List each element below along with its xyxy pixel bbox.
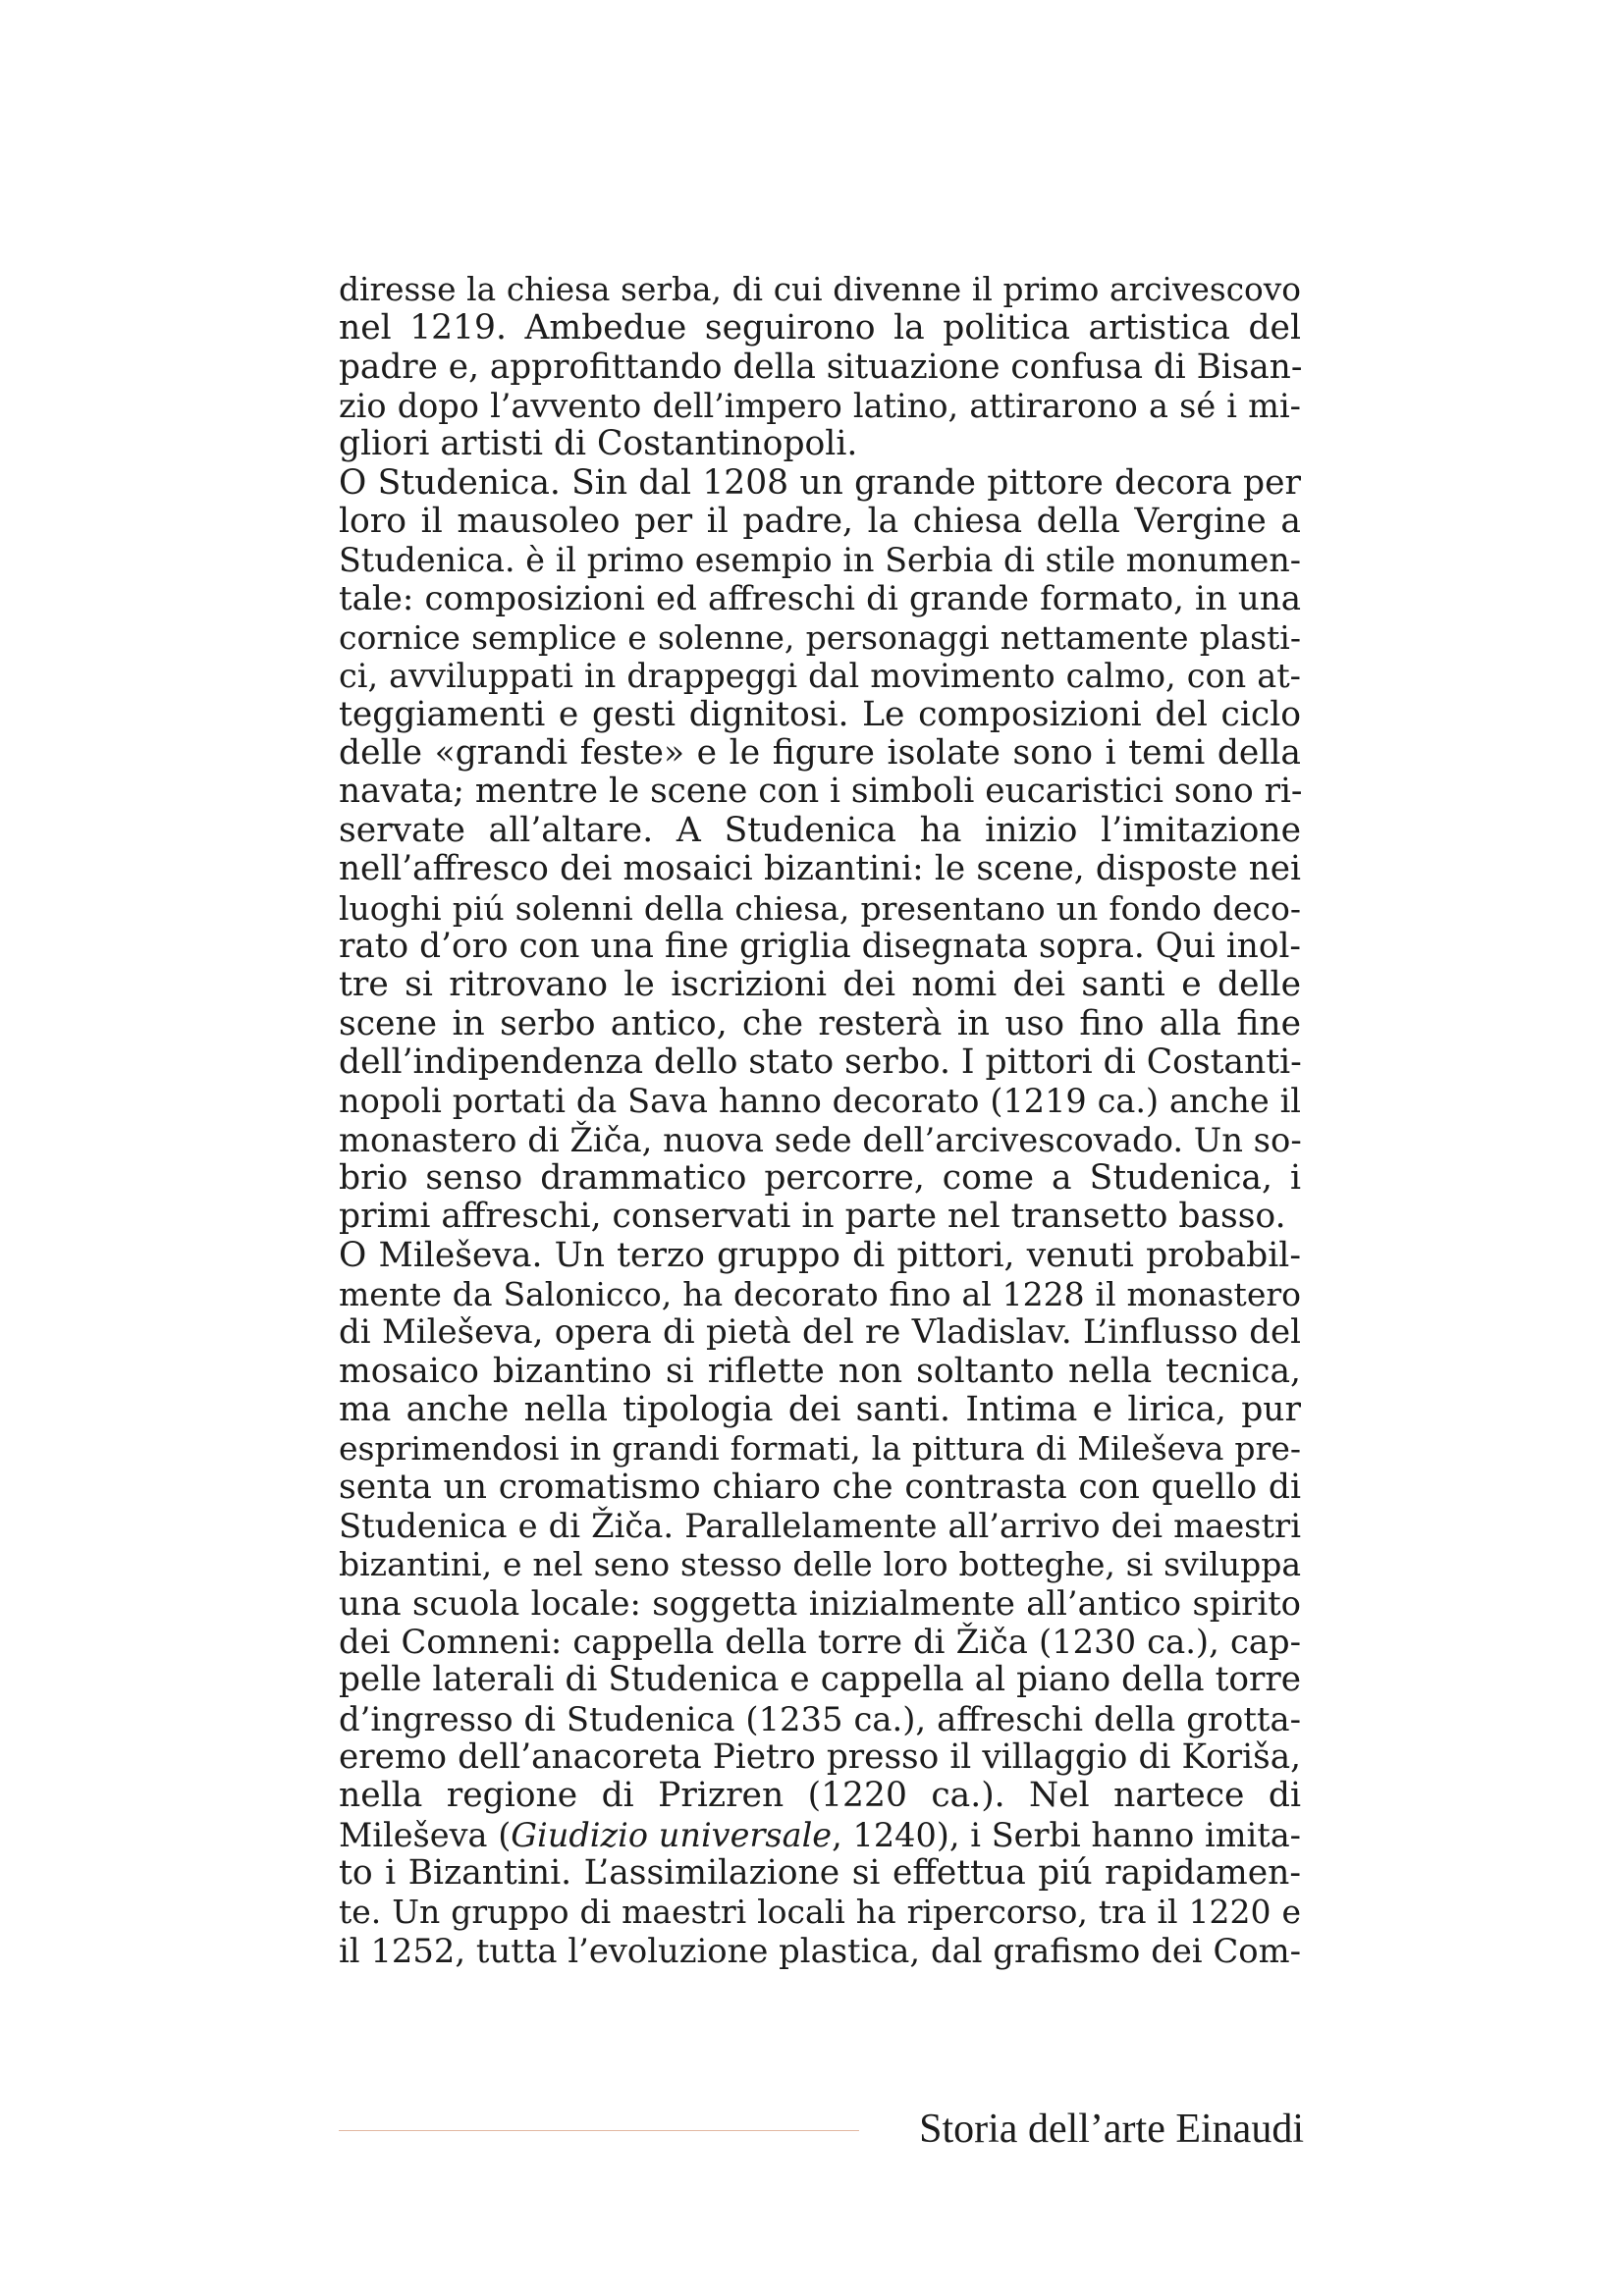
text-line: mente da Salonicco, ha decorato fino al 1228 il monastero [339,1274,1301,1313]
text-line: dei Comneni: cappella della torre di Žiča (1230 ca.), cap- [339,1623,1301,1662]
text-line: il 1252, tutta l’evoluzione plastica, dal grafismo dei Com- [339,1931,1301,1970]
text-line-segment: Mileševa ( [339,1815,512,1854]
text-line: O Studenica. Sin dal 1208 un grande pittore decora per [339,462,1301,503]
footer-rule [339,2130,859,2131]
text-line: pelle laterali di Studenica e cappella al piano della torre [339,1660,1301,1700]
text-line: di Mileševa, opera di pietà del re Vladislav. L’influsso del [339,1312,1301,1353]
text-line: ci, avviluppati in drappeggi dal movimento calmo, con at- [339,657,1301,696]
text-line: tale: composizioni ed affreschi di grande formato, in una [339,578,1301,618]
text-line: brio senso drammatico percorre, come a Studenica, i [339,1157,1301,1198]
text-line: senta un cromatismo chiaro che contrasta con quello di [339,1467,1301,1507]
text-line: zio dopo l’avvento dell’impero latino, attirarono a sé i mi- [339,387,1301,426]
italic-title: Giudizio universale [511,1815,833,1854]
text-line: te. Un gruppo di maestri locali ha ripercorso, tra il 1220 e [339,1893,1301,1932]
footer-publisher-title: Storia dell’arte Einaudi [919,2107,1304,2152]
text-line: nopoli portati da Sava hanno decorato (1219 ca.) anche il [339,1082,1301,1121]
body-text [339,271,1301,1970]
text-line: delle «grandi feste» e le figure isolate sono i temi della [339,733,1301,774]
text-line: una scuola locale: soggetta inizialmente all’antico spirito [339,1583,1301,1623]
text-line: bizantini, e nel seno stesso delle loro botteghe, si sviluppa [339,1545,1301,1584]
text-line: tre si ritrovano le iscrizioni dei nomi dei santi e delle [339,965,1301,1005]
text-line: loro il mausoleo per il padre, la chiesa della Vergine a [339,502,1301,542]
text-line: scene in serbo antico, che resterà in uso fino alla fine [339,1003,1301,1043]
text-line-segment: , 1240), i Serbi hanno imita- [832,1815,1301,1854]
text-line: nell’affresco dei mosaici bizantini: le scene, disposte nei [339,849,1301,889]
text-line: nel 1219. Ambedue seguirono la politica artistica del [339,308,1301,348]
text-line: Studenica. è il primo esempio in Serbia di stile monumen- [339,541,1301,580]
text-line: navata; mentre le scene con i simboli eucaristici sono ri- [339,772,1303,812]
text-line: luoghi piú solenni della chiesa, presentano un fondo deco- [339,888,1301,928]
text-line: to i Bizantini. L’assimilazione si effettua piú rapidamen- [339,1853,1301,1894]
text-line: O Mileševa. Un terzo gruppo di pittori, venuti probabil- [339,1235,1301,1275]
text-line: cornice semplice e solenne, personaggi nettamente plasti- [339,618,1301,658]
text-line: padre e, approfittando della situazione confusa di Bisan- [339,347,1303,387]
text-line: monastero di Žiča, nuova sede dell’arcivescovado. Un so- [339,1120,1302,1159]
text-line: nella regione di Prizren (1220 ca.). Nel nartece di [339,1776,1301,1816]
text-line: rato d’oro con una fine griglia disegnata sopra. Qui inol- [339,926,1301,966]
text-line: teggiamenti e gesti dignitosi. Le composizioni del ciclo [339,694,1301,734]
text-line: d’ingresso di Studenica (1235 ca.), affreschi della grotta- [339,1699,1301,1738]
text-line: diresse la chiesa serba, di cui divenne il primo arcivescovo [339,271,1301,308]
text-line: gliori artisti di Costantinopoli. [339,424,858,464]
text-line: mosaico bizantino si riflette non soltanto nella tecnica, [339,1351,1301,1391]
text-line: servate all’altare. A Studenica ha inizio l’imitazione [339,810,1301,850]
text-line: dell’indipendenza dello stato serbo. I pittori di Costanti- [339,1041,1302,1082]
text-line [339,1816,1301,1854]
text-line: primi affreschi, conservati in parte nel transetto basso. [339,1197,1286,1237]
text-line: esprimendosi in grandi formati, la pittura di Mileševa pre- [339,1429,1301,1468]
text-line: Studenica e di Žiča. Parallelamente all’arrivo dei maestri [339,1507,1301,1545]
text-line: ma anche nella tipologia dei santi. Intima e lirica, pur [339,1389,1301,1429]
text-line: eremo dell’anacoreta Pietro presso il villaggio di Koriša, [339,1737,1301,1778]
